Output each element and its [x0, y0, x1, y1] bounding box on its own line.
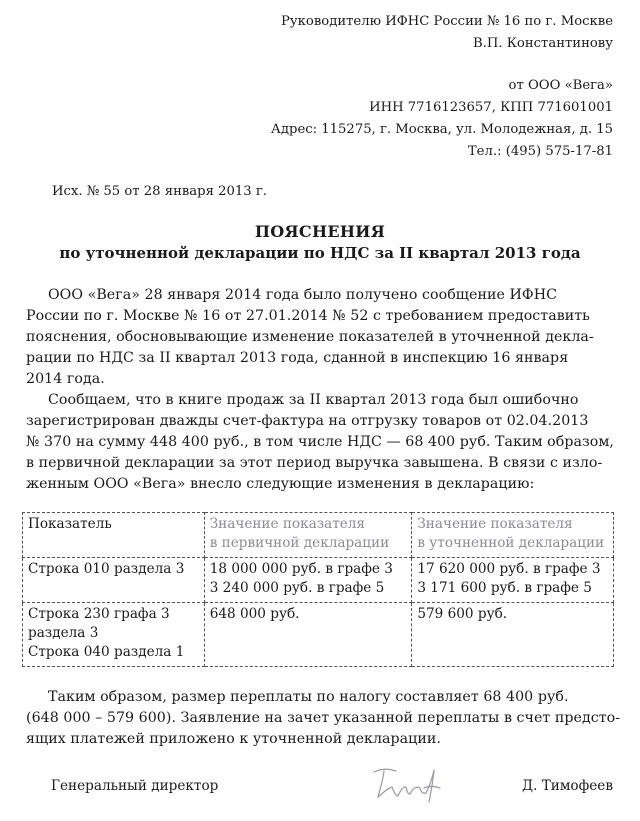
- row-indicator-line: Строка 230 графа 3: [28, 606, 170, 622]
- row-indicator-line: Строка 040 раздела 1: [28, 644, 185, 660]
- signatory-role: Генеральный директор: [51, 778, 219, 794]
- paragraph-2-line: зарегистрирован дважды счет-фактура на отгрузку товаров от 02.04.2013: [26, 413, 589, 429]
- row-indicator: [23, 558, 205, 603]
- paragraph-3-line: (648 000 – 579 600). Заявление на зачет указанной переплаты в счет предсто-: [26, 710, 621, 726]
- row-primary-value: [204, 603, 412, 667]
- row-revised-value: [412, 558, 614, 603]
- row-primary-line: 3 240 000 руб. в графе 5: [209, 580, 385, 596]
- header-indicator: [23, 513, 205, 558]
- header-primary-value: [204, 513, 412, 558]
- row-indicator-line: Строка 010 раздела 3: [28, 561, 185, 577]
- changes-table: [22, 512, 614, 667]
- row-revised-line: 579 600 руб.: [417, 606, 508, 622]
- paragraph-3-line: ящих платежей приложено к уточненной декларации.: [26, 731, 441, 747]
- table-header-row: [23, 513, 614, 558]
- handwritten-signature: [368, 762, 444, 806]
- row-revised-line: 17 620 000 руб. в графе 3: [417, 561, 601, 577]
- sender-phone: Тел.: (495) 575-17-81: [467, 144, 613, 159]
- paragraph-2-line: Сообщаем, что в книге продаж за II квартал 2013 года был ошибочно: [48, 392, 579, 408]
- header-primary-line: Значение показателя: [209, 516, 365, 532]
- sender-inn-kpp: ИНН 7716123657, КПП 771601001: [369, 100, 613, 115]
- header-primary-line: в первичной декларации: [209, 535, 390, 551]
- paragraph-1-line: пояснения, обосновывающие изменение показателей в уточненной декла-: [26, 329, 594, 345]
- recipient-line-2: В.П. Константинову: [472, 36, 613, 51]
- signatory-name: Д. Тимофеев: [522, 778, 613, 794]
- paragraph-1-line: 2014 года.: [26, 371, 105, 387]
- row-revised-value: [412, 603, 614, 667]
- row-indicator: [23, 603, 205, 667]
- document-subtitle: по уточненной декларации по НДС за II квартал 2013 года: [59, 244, 581, 262]
- row-primary-value: [204, 558, 412, 603]
- paragraph-1-line: России по г. Москве № 16 от 27.01.2014 № 52 с требованием предоставить: [26, 308, 590, 324]
- recipient-line-1: Руководителю ИФНС России № 16 по г. Москве: [281, 14, 613, 29]
- table-row: [23, 558, 614, 603]
- paragraph-3-line: Таким образом, размер переплаты по налогу составляет 68 400 руб.: [48, 689, 569, 705]
- paragraph-1-line: рации по НДС за II квартал 2013 года, сданной в инспекцию 16 января: [26, 350, 569, 366]
- header-indicator-text: Показатель: [28, 516, 112, 532]
- outgoing-reference: Исх. № 55 от 28 января 2013 г.: [52, 184, 267, 199]
- row-revised-line: 3 171 600 руб. в графе 5: [417, 580, 592, 596]
- paragraph-2-line: № 370 на сумму 448 400 руб., в том числе НДС — 68 400 руб. Таким образом,: [26, 434, 614, 450]
- header-revised-value: [412, 513, 614, 558]
- sender-address: Адрес: 115275, г. Москва, ул. Молодежная, д. 15: [270, 122, 613, 137]
- paragraph-2-line: женным ООО «Вега» внесло следующие изменения в декларацию:: [26, 476, 535, 492]
- row-primary-line: 648 000 руб.: [209, 606, 300, 622]
- sender-line-1: от ООО «Вега»: [508, 78, 613, 93]
- row-primary-line: 18 000 000 руб. в графе 3: [209, 561, 393, 577]
- paragraph-2-line: в первичной декларации за этот период выручка завышена. В связи с изло-: [26, 455, 603, 471]
- table-row: [23, 603, 614, 667]
- document-title: ПОЯСНЕНИЯ: [254, 222, 386, 241]
- row-indicator-line: раздела 3: [28, 625, 99, 641]
- header-revised-line: в уточненной декларации: [417, 535, 605, 551]
- paragraph-1-line: ООО «Вега» 28 января 2014 года было получено сообщение ИФНС: [48, 287, 558, 303]
- header-revised-line: Значение показателя: [417, 516, 573, 532]
